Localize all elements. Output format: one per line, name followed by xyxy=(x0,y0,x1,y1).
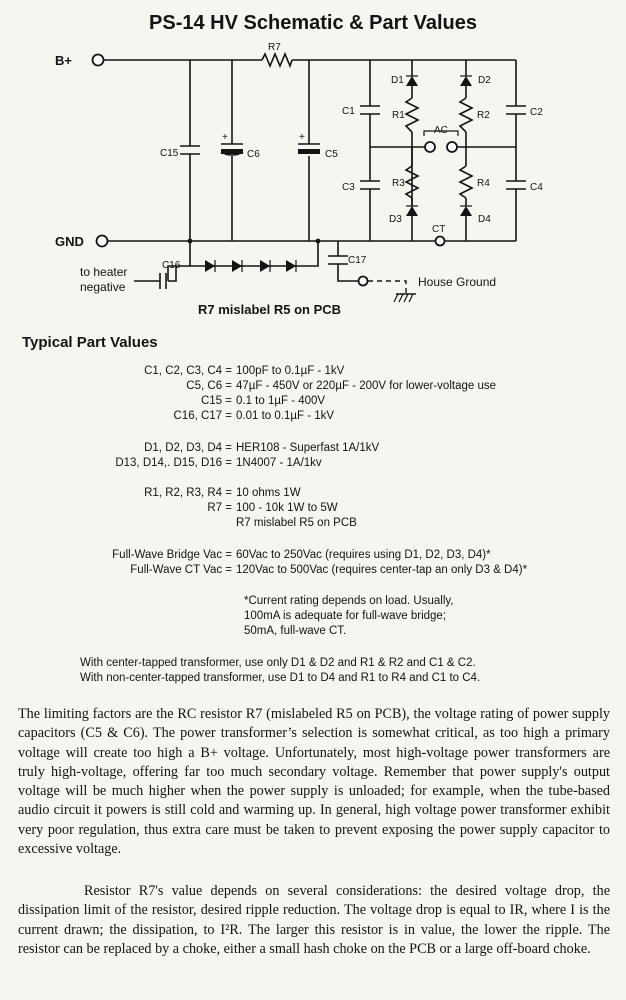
pv-label: R7 = xyxy=(207,502,232,514)
r4-label: R4 xyxy=(477,178,490,189)
body-paragraph-2: Resistor R7's value depends on several considerations: the desired voltage drop, the dissipation limit of the resistor, desired ripple reduction. The voltage drop is equal to IR, where I is the current drawn; the dissipation, to I²R. The larger this resistor is in value, the lower the ripple. The resistor can be replaced by a choke, either a small hash choke on the PCB or a large off-board choke. xyxy=(18,883,610,957)
r7-note: R7 mislabel R5 on PCB xyxy=(198,302,342,317)
bplus-terminal xyxy=(93,55,104,66)
r2-resistor xyxy=(460,98,472,132)
c5-label: C5 xyxy=(325,149,338,160)
c2-capacitor xyxy=(506,106,526,114)
gnd-label: GND xyxy=(55,234,84,249)
c17-label: C17 xyxy=(348,255,367,266)
d2-diode xyxy=(460,76,472,86)
ac-terminal-left xyxy=(425,142,435,152)
ct-terminal xyxy=(436,237,445,246)
d3-label: D3 xyxy=(389,214,402,225)
ac-label: AC xyxy=(434,125,448,136)
c15-label: C15 xyxy=(160,148,179,159)
pv-label: Full-Wave Bridge Vac = xyxy=(112,549,232,561)
transformer-note: With center-tapped transformer, use only D1 & D2 and R1 & R2 and C1 & C2. xyxy=(80,657,476,669)
c1-capacitor xyxy=(360,106,380,114)
pv-value: 0.1 to 1µF - 400V xyxy=(236,395,326,407)
d4-label: D4 xyxy=(478,214,491,225)
ct-label: CT xyxy=(432,224,446,235)
pv-value: 47µF - 450V or 220µF - 200V for lower-voltage use xyxy=(236,380,496,392)
pv-value: 60Vac to 250Vac (requires using D1, D2, D3, D4)* xyxy=(236,549,491,561)
pv-value: 0.01 to 0.1µF - 1kV xyxy=(236,410,335,422)
transformer-note: With non-center-tapped transformer, use D1 to D4 and R1 to R4 and C1 to C4. xyxy=(80,672,481,684)
pv-value: 120Vac to 500Vac (requires center-tap an only D3 & D4)* xyxy=(236,564,528,576)
pv-value: 10 ohms 1W xyxy=(236,487,301,499)
d1-diode xyxy=(406,76,418,86)
schematic-diagram xyxy=(0,36,626,322)
pv-value: 100pF to 0.1µF - 1kV xyxy=(236,365,345,377)
pv-label: C1, C2, C3, C4 = xyxy=(144,365,232,377)
c4-label: C4 xyxy=(530,182,543,193)
c6-plus: + xyxy=(222,132,228,143)
r1-resistor xyxy=(406,98,418,132)
pv-label: C15 = xyxy=(200,395,232,407)
r7-resistor xyxy=(262,54,292,66)
house-ground-label: House Ground xyxy=(418,275,497,289)
c2-label: C2 xyxy=(530,107,543,118)
heater-label-1: to heater xyxy=(80,265,128,279)
c3-label: C3 xyxy=(342,182,355,193)
d2-label: D2 xyxy=(478,75,491,86)
ac-terminal-right xyxy=(447,142,457,152)
pv-value: R7 mislabel R5 on PCB xyxy=(236,517,357,529)
part-values-heading: Typical Part Values xyxy=(22,334,158,351)
footnote-line: *Current rating depends on load. Usually, xyxy=(244,595,454,607)
c16-capacitor xyxy=(160,273,166,289)
pv-label: D13, D14,. D15, D16 = xyxy=(115,457,232,469)
d1-label: D1 xyxy=(391,75,404,86)
bplus-label: B+ xyxy=(55,53,72,68)
pv-label: C16, C17 = xyxy=(173,410,232,422)
body-paragraph-1: The limiting factors are the RC resistor R7 (mislabeled R5 on PCB), the voltage rating of power supply capacitors (C5 & C6). The power transformer’s selection is somewhat critical, as too high a primary voltage will create too high a B+ voltage. Unfortunately, most high-voltage power transformers are truly high-voltage, offering far too much secondary voltage. Remember that power supply's output voltage will be much higher when the power supply is unloaded; for example, when the tube-based audio circuit it powers is still cold and warming up. In general, high voltage power transformer exhibit very poor regulation, thus extra care must be taken to prevent exposing the power supply capacitor to excessive voltage. xyxy=(18,706,610,858)
r7-label: R7 xyxy=(268,42,281,53)
house-ground-terminal xyxy=(359,277,368,286)
d4-diode xyxy=(460,206,472,216)
c15-capacitor xyxy=(180,146,200,154)
c1-label: C1 xyxy=(342,106,355,117)
r1-label: R1 xyxy=(392,110,405,121)
r3-label: R3 xyxy=(392,178,405,189)
footnote-line: 50mA, full-wave CT. xyxy=(244,625,347,637)
c6-label: C6 xyxy=(247,149,260,160)
c17-capacitor xyxy=(328,256,348,264)
c16-label: C16 xyxy=(162,260,181,271)
r4-resistor xyxy=(460,166,472,198)
pv-label: D1, D2, D3, D4 = xyxy=(144,442,232,454)
gnd-terminal xyxy=(97,236,108,247)
pv-value: 100 - 10k 1W to 5W xyxy=(236,502,338,514)
pv-label: R1, R2, R3, R4 = xyxy=(144,487,232,499)
heater-label-2: negative xyxy=(80,280,126,294)
pv-value: 1N4007 - 1A/1kv xyxy=(236,457,322,469)
c3-capacitor xyxy=(360,181,380,189)
c5-plus: + xyxy=(299,132,305,143)
footnote-line: 100mA is adequate for full-wave bridge; xyxy=(244,610,447,622)
r2-label: R2 xyxy=(477,110,490,121)
pv-label: Full-Wave CT Vac = xyxy=(130,564,232,576)
pv-label: C5, C6 = xyxy=(186,380,232,392)
c4-capacitor xyxy=(506,181,526,189)
pv-value: HER108 - Superfast 1A/1kV xyxy=(236,442,380,454)
page-title: PS-14 HV Schematic & Part Values xyxy=(149,12,477,34)
d3-diode xyxy=(406,206,418,216)
